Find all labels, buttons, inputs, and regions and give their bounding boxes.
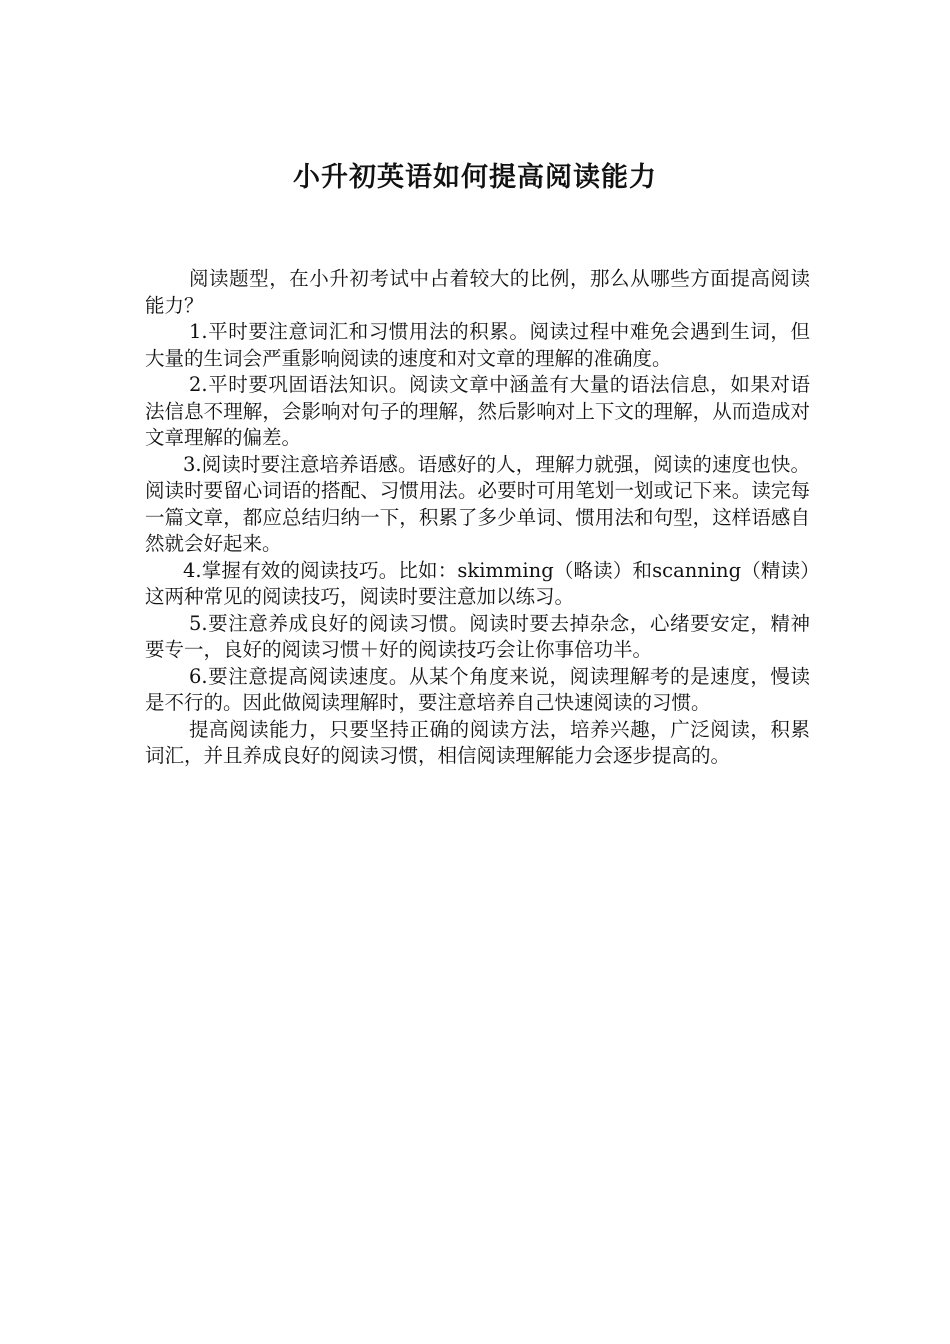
document-body xyxy=(145,266,810,770)
paragraph-intro: 阅读题型，在小升初考试中占着较大的比例，那么从哪些方面提高阅读能力？ xyxy=(145,267,810,317)
paragraph-point-1: 1.平时要注意词汇和习惯用法的积累。阅读过程中难免会遇到生词，但大量的生词会严重影响阅读的速度和对文章的理解的准确度。 xyxy=(145,320,810,370)
paragraph-point-6: 6.要注意提高阅读速度。从某个角度来说，阅读理解考的是速度，慢读是不行的。因此做阅读理解时，要注意培养自己快速阅读的习惯。 xyxy=(145,664,810,714)
paragraph-point-4: 4.掌握有效的阅读技巧。比如：skimming（略读）和scanning（精读）这两种常见的阅读技巧，阅读时要注意加以练习。 xyxy=(145,558,810,608)
paragraph-point-3: 3.阅读时要注意培养语感。语感好的人，理解力就强，阅读的速度也快。阅读时要留心词语的搭配、习惯用法。必要时可用笔划一划或记下来。读完每一篇文章，都应总结归纳一下，积累了多少单词、惯用法和句型，这样语感自然就会好起来。 xyxy=(145,452,810,555)
paragraph-point-2: 2.平时要巩固语法知识。阅读文章中涵盖有大量的语法信息，如果对语法信息不理解，会影响对句子的理解，然后影响对上下文的理解，从而造成对文章理解的偏差。 xyxy=(145,373,810,449)
paragraph-point-5: 5.要注意养成良好的阅读习惯。阅读时要去掉杂念，心绪要安定，精神要专一，良好的阅读习惯＋好的阅读技巧会让你事倍功半。 xyxy=(145,611,810,661)
paragraph-conclusion: 提高阅读能力，只要坚持正确的阅读方法，培养兴趣，广泛阅读，积累词汇，并且养成良好的阅读习惯，相信阅读理解能力会逐步提高的。 xyxy=(145,717,810,767)
document-title: 小升初英语如何提高阅读能力 xyxy=(293,162,657,193)
